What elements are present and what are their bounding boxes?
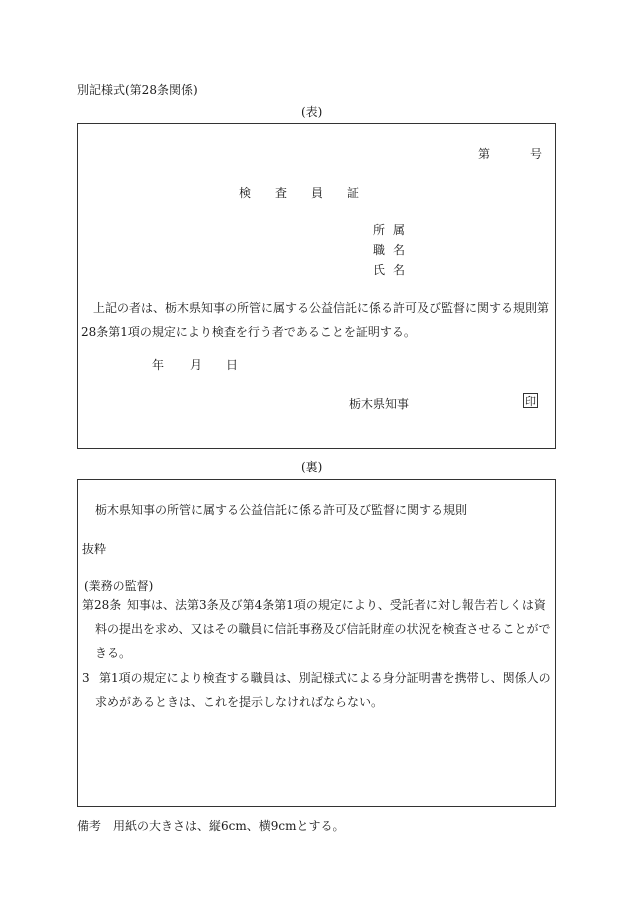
certification-statement: 上記の者は、栃木県知事の所管に属する公益信託に係る許可及び監督に関する規則第28条第1項の規定により検査を行う者であることを証明する。: [81, 301, 550, 339]
form-label: 別記様式(第28条関係): [77, 83, 198, 97]
section-heading: (業務の監督): [84, 579, 154, 593]
paragraph-text: 第1項の規定により検査する職員は、別記様式による身分証明書を携帯し、関係人の求めがあるときは、これを提示しなければならない。: [95, 671, 551, 709]
article-number: 第28条: [82, 598, 122, 612]
field-position-label: 職名: [373, 243, 414, 257]
field-name-label: 氏名: [373, 263, 414, 277]
issuer: 栃木県知事: [349, 397, 410, 411]
article-text: 知事は、法第3条及び第4条第1項の規定により、受託者に対し報告若しくは資料の提出を求め、又はその職員に信託事務及び信託財産の状況を検査させることができる。: [95, 598, 551, 660]
number-suffix: 号: [530, 147, 543, 161]
field-affiliation-label: 所属: [373, 223, 414, 237]
note-label: 備考: [77, 819, 102, 833]
note-text: 用紙の大きさは、縦6cm、横9cmとする。: [113, 819, 345, 833]
number-prefix: 第: [478, 147, 491, 161]
excerpt-label: 抜粋: [82, 542, 107, 556]
date-month: 月: [190, 358, 203, 372]
paragraph-number: 3: [82, 671, 90, 685]
card-title: 検 査 員 証: [239, 186, 360, 200]
front-card: [77, 123, 556, 449]
front-caption: (表): [301, 105, 323, 119]
regulation-title: 栃木県知事の所管に属する公益信託に係る許可及び監督に関する規則: [95, 503, 468, 517]
date-day: 日: [226, 358, 239, 372]
seal-stamp: 印: [525, 395, 536, 408]
back-caption: (裏): [301, 460, 323, 474]
date-year: 年: [152, 358, 165, 372]
